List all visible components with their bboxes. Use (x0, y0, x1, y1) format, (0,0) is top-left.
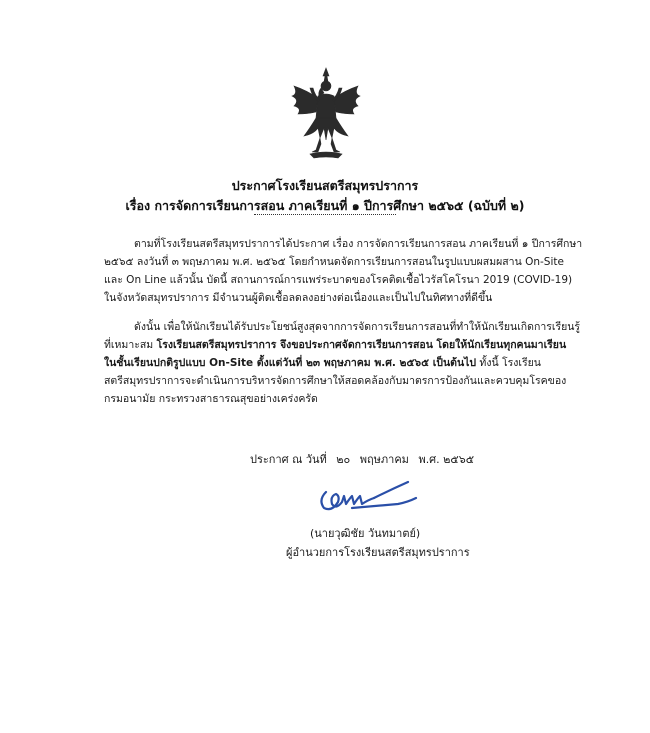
paragraph-line: สตรีสมุทรปราการจะดำเนินการบริหารจัดการศึกษาให้สอดคล้องกับมาตรการป้องกันและควบคุมโรคของ (104, 375, 567, 387)
paragraph-line (104, 336, 567, 354)
paragraph-line: กรมอนามัย กระทรวงสาธารณสุขอย่างเคร่งครัด (104, 393, 318, 405)
date-label: ประกาศ ณ วันที่ (250, 453, 327, 466)
dotted-divider (254, 214, 396, 215)
text-bold: โรงเรียนสตรีสมุทรปราการ จึงขอประกาศจัดการเรียนการสอน โดยให้นักเรียนทุกคนมาเรียน (156, 339, 567, 351)
paragraph-background (104, 235, 583, 307)
date-year: พ.ศ. ๒๕๖๕ (418, 453, 475, 466)
text-bold: ในชั้นเรียนปกติรูปแบบ On-Site ตั้งแต่วันที่ ๒๓ พฤษภาคม พ.ศ. ๒๕๖๕ เป็นต้นไป (104, 357, 477, 369)
signer-title: ผู้อำนวยการโรงเรียนสตรีสมุทรปราการ (286, 546, 470, 559)
paragraph-line: ตามที่โรงเรียนสตรีสมุทรปราการได้ประกาศ เรื่อง การจัดการเรียนการสอน ภาคเรียนที่ ๑ ปีการศึกษา (134, 238, 583, 250)
paragraph-line: ดังนั้น เพื่อให้นักเรียนได้รับประโยชน์สูงสุดจากการจัดการเรียนการสอนที่ทำให้นักเรียนเกิดการเรียนรู้ (134, 321, 581, 333)
paragraph-line: ในจังหวัดสมุทรปราการ มีจำนวนผู้ติดเชื้อลดลงอย่างต่อเนื่องและเป็นไปในทิศทางที่ดีขึ้น (104, 292, 493, 304)
announcement-date (250, 450, 480, 468)
text-normal: ทั้งนี้ โรงเรียน (476, 357, 541, 369)
date-month: พฤษภาคม (359, 453, 409, 466)
date-day: ๒๐ (336, 453, 351, 466)
text-normal: ที่เหมาะสม (104, 339, 157, 351)
paragraph-line (104, 354, 552, 372)
signer-name: (นายวุฒิชัย วันทมาตย์) (310, 527, 421, 540)
paragraph-line: และ On Line แล้วนั้น บัดนี้ สถานการณ์การแพร่ระบาดของโรคติดเชื้อไวรัสโคโรนา 2019 (COVID-19) (104, 274, 573, 286)
garuda-emblem-icon (288, 66, 364, 162)
announcement-subject: เรื่อง การจัดการเรียนการสอน ภาคเรียนที่ ๑ ปีการศึกษา ๒๕๖๕ (ฉบับที่ ๒) (125, 198, 525, 213)
announcement-title: ประกาศโรงเรียนสตรีสมุทรปราการ (231, 178, 419, 193)
paragraph-line: ๒๕๖๕ ลงวันที่ ๓ พฤษภาคม พ.ศ. ๒๕๖๕ โดยกำหนดจัดการเรียนการสอนในรูปแบบผสมผสาน On-Site (104, 256, 564, 268)
paragraph-decision (104, 318, 581, 408)
handwritten-signature-icon (312, 474, 422, 520)
